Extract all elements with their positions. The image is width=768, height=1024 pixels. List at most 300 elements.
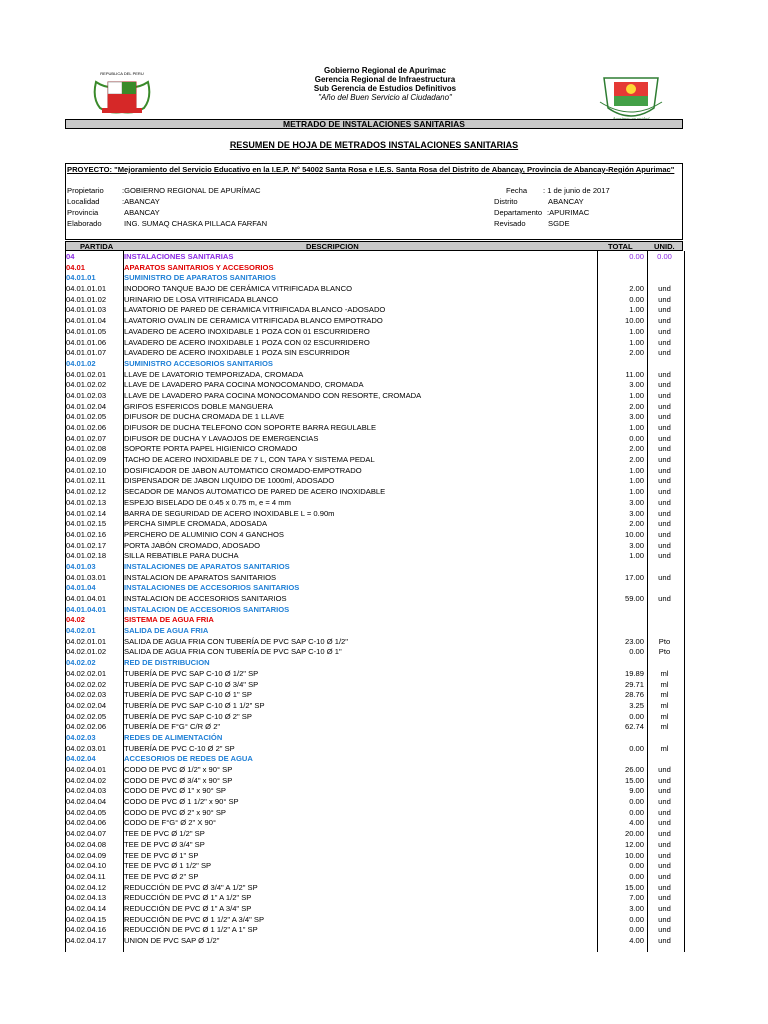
row-code: 04.02.04 bbox=[66, 754, 96, 764]
table-row bbox=[65, 359, 683, 370]
row-total: 0.00 bbox=[629, 252, 644, 261]
row-description: ESPEJO BISELADO DE 0.45 x 0.75 m, e = 4 mm bbox=[124, 497, 291, 507]
row-unit: und bbox=[658, 401, 671, 411]
row-total: 3.00 bbox=[629, 497, 644, 507]
table-row bbox=[65, 305, 683, 316]
row-total: 9.00 bbox=[629, 786, 644, 796]
table-row bbox=[65, 904, 683, 915]
row-code: 04.01.03.01 bbox=[66, 572, 107, 582]
row-code: 04.01.01 bbox=[66, 273, 96, 283]
row-total: 3.00 bbox=[629, 412, 644, 422]
row-unit: ml bbox=[660, 668, 669, 678]
departamento-value: :APURIMAC bbox=[547, 208, 590, 217]
table-row bbox=[65, 861, 683, 872]
row-description: SALIDA DE AGUA FRIA bbox=[124, 626, 209, 636]
table-row bbox=[65, 883, 683, 894]
row-description: URINARIO DE LOSA VITRIFICADA BLANCO bbox=[124, 294, 279, 304]
row-description: TEE DE PVC Ø 1" SP bbox=[124, 850, 199, 860]
row-code: 04.01.02.03 bbox=[66, 390, 107, 400]
table-row bbox=[65, 936, 683, 947]
row-unit: und bbox=[658, 882, 671, 892]
row-code: 04.01.04.01 bbox=[66, 604, 107, 614]
row-unit: und bbox=[658, 476, 671, 486]
row-code: 04.02.01.02 bbox=[66, 647, 107, 657]
row-unit: und bbox=[658, 765, 671, 774]
row-description: TUBERÍA DE PVC SAP C-10 Ø 1 1/2" SP bbox=[124, 700, 265, 710]
table-row bbox=[65, 701, 683, 712]
row-description: INSTALACIONES DE ACCESORIOS SANITARIOS bbox=[124, 583, 300, 593]
row-description: SOPORTE PORTA PAPEL HIGIENICO CROMADO bbox=[124, 444, 298, 454]
header-line-3: Sub Gerencia de Estudios Definitivos bbox=[313, 84, 457, 93]
row-code: 04.01.02.14 bbox=[66, 508, 107, 518]
row-unit: und bbox=[658, 369, 671, 379]
row-total: 2.00 bbox=[629, 348, 644, 358]
row-unit: und bbox=[658, 797, 671, 807]
apurimac-regional-logo bbox=[596, 72, 666, 124]
row-code: 04.02.02.04 bbox=[66, 700, 107, 710]
table-row bbox=[65, 712, 683, 723]
table-row bbox=[65, 476, 683, 487]
row-code: 04.02.04.15 bbox=[66, 914, 107, 924]
row-code: 04.02.03.01 bbox=[66, 743, 107, 753]
row-total: 3.00 bbox=[629, 540, 644, 550]
row-code: 04.02.04.12 bbox=[66, 882, 107, 892]
table-row bbox=[65, 722, 683, 733]
row-total: 1.00 bbox=[629, 326, 644, 336]
row-code: 04.02.02 bbox=[66, 658, 96, 668]
table-row bbox=[65, 412, 683, 423]
row-description: LAVADERO DE ACERO INOXIDABLE 1 POZA SIN ESCURRIDOR bbox=[124, 348, 350, 358]
table-row bbox=[65, 370, 683, 381]
row-code: 04.02.04.04 bbox=[66, 797, 107, 807]
table-row bbox=[65, 541, 683, 552]
row-description: UNION DE PVC SAP Ø 1/2" bbox=[124, 936, 220, 945]
table-row bbox=[65, 829, 683, 840]
row-total: 0.00 bbox=[629, 871, 644, 881]
row-total: 4.00 bbox=[629, 818, 644, 828]
row-description: LAVADERO DE ACERO INOXIDABLE 1 POZA CON 01 ESCURRIDERO bbox=[124, 326, 370, 336]
row-unit: und bbox=[658, 326, 671, 336]
row-description: TEE DE PVC Ø 2" SP bbox=[124, 871, 199, 881]
row-description: SECADOR DE MANOS AUTOMATICO DE PARED DE ACERO INOXIDABLE bbox=[124, 487, 386, 497]
row-unit: ml bbox=[660, 711, 669, 721]
table-row bbox=[65, 498, 683, 509]
fecha-label: Fecha bbox=[506, 186, 528, 195]
departamento-label: Departamento bbox=[494, 208, 543, 217]
row-description: TACHO DE ACERO INOXIDABLE DE 7 L, CON TAPA Y SISTEMA PEDAL bbox=[124, 455, 375, 465]
table-row bbox=[65, 637, 683, 648]
row-unit: und bbox=[658, 540, 671, 550]
row-code: 04.02.01 bbox=[66, 626, 96, 636]
row-description: SUMINISTRO ACCESORIOS SANITARIOS bbox=[124, 358, 273, 368]
table-row bbox=[65, 316, 683, 327]
row-description: TEE DE PVC Ø 1 1/2" SP bbox=[124, 861, 212, 871]
row-code: 04.01.02.06 bbox=[66, 423, 107, 432]
table-row bbox=[65, 690, 683, 701]
row-code: 04.02.04.09 bbox=[66, 850, 107, 860]
row-code: 04.01.02.02 bbox=[66, 380, 107, 390]
row-code: 04.02.04.11 bbox=[66, 871, 106, 881]
table-row bbox=[65, 583, 683, 594]
row-unit: und bbox=[658, 519, 671, 529]
row-description: DISPENSADOR DE JABON LIQUIDO DE 1000ml, ADOSADO bbox=[124, 476, 335, 486]
row-unit: ml bbox=[660, 700, 669, 710]
row-code: 04.01.02.18 bbox=[66, 551, 107, 561]
row-description: SALIDA DE AGUA FRIA CON TUBERÍA DE PVC SAP C-10 Ø 1" bbox=[124, 647, 342, 657]
row-code: 04.01.04.01 bbox=[66, 594, 107, 603]
row-code: 04.02.04.06 bbox=[66, 818, 107, 828]
row-description: SUMINISTRO DE APARATOS SANITARIOS bbox=[124, 273, 276, 283]
row-unit: und bbox=[658, 829, 671, 839]
row-unit: und bbox=[658, 914, 671, 924]
table-row bbox=[65, 915, 683, 926]
row-code: 04.02.03 bbox=[66, 732, 96, 742]
row-total: 3.00 bbox=[629, 508, 644, 518]
row-description: ACCESORIOS DE REDES DE AGUA bbox=[124, 754, 253, 764]
row-total: 1.00 bbox=[629, 465, 644, 475]
row-total: 1.00 bbox=[629, 390, 644, 400]
row-total: 0.00 bbox=[629, 861, 644, 871]
row-code: 04.02.04.13 bbox=[66, 893, 107, 903]
row-description: TUBERÍA DE PVC SAP C-10 Ø 2" SP bbox=[124, 711, 252, 721]
table-row bbox=[65, 658, 683, 669]
provincia-label: Provincia bbox=[67, 208, 99, 217]
row-description: INODORO TANQUE BAJO DE CERÁMICA VITRIFICADA BLANCO bbox=[124, 284, 352, 294]
row-unit: Pto bbox=[658, 647, 671, 657]
table-row bbox=[65, 808, 683, 819]
row-description: CODO DE PVC Ø 1 1/2" x 90° SP bbox=[124, 797, 239, 807]
row-unit: Pto bbox=[658, 636, 671, 646]
row-total: 15.00 bbox=[624, 775, 644, 785]
elaborado-value: ING. SUMAQ CHASKA PILLACA FARFAN bbox=[124, 219, 268, 228]
row-unit: und bbox=[658, 775, 671, 785]
table-row bbox=[65, 765, 683, 776]
table-row bbox=[65, 391, 683, 402]
table-row bbox=[65, 776, 683, 787]
row-code: 04.01.01.06 bbox=[66, 337, 107, 347]
row-description: SILLA REBATIBLE PARA DUCHA bbox=[124, 551, 239, 561]
row-description: INSTALACION DE ACCESORIOS SANITARIOS bbox=[124, 604, 290, 614]
table-row bbox=[65, 327, 683, 338]
localidad-value: :ABANCAY bbox=[122, 197, 160, 206]
row-total: 0.00 bbox=[629, 711, 644, 721]
table-row bbox=[65, 669, 683, 680]
row-code: 04.02 bbox=[66, 615, 86, 625]
row-description: INSTALACIONES DE APARATOS SANITARIOS bbox=[124, 561, 290, 571]
table-row bbox=[65, 797, 683, 808]
row-total: 17.00 bbox=[624, 572, 644, 582]
table-body bbox=[65, 252, 683, 947]
row-code: 04.01.02.12 bbox=[66, 487, 107, 497]
row-description: PERCHERO DE ALUMINIO CON 4 GANCHOS bbox=[124, 529, 284, 539]
row-code: 04.02.04.02 bbox=[66, 775, 107, 785]
table-row bbox=[65, 423, 683, 434]
row-unit: und bbox=[658, 807, 671, 817]
row-description: CODO DE PVC Ø 1/2" x 90° SP bbox=[124, 765, 233, 774]
row-description: LLAVE DE LAVADERO PARA COCINA MONOCOMANDO, CROMADA bbox=[124, 380, 364, 390]
row-total: 3.00 bbox=[629, 903, 644, 913]
row-description: PORTA JABÓN CROMADO, ADOSADO bbox=[124, 540, 261, 550]
row-unit: und bbox=[658, 529, 671, 539]
row-total: 2.00 bbox=[629, 455, 644, 465]
row-unit: und bbox=[658, 936, 671, 945]
row-total: 0.00 bbox=[629, 743, 644, 753]
row-total: 1.00 bbox=[629, 551, 644, 561]
provincia-value: ABANCAY bbox=[124, 208, 160, 217]
elaborado-label: Elaborado bbox=[67, 219, 102, 228]
row-unit: und bbox=[658, 871, 671, 881]
row-total: 1.00 bbox=[629, 423, 644, 432]
row-code: 04.01.01.04 bbox=[66, 316, 107, 326]
row-total: 0.00 bbox=[629, 807, 644, 817]
table-row bbox=[65, 647, 683, 658]
table-row bbox=[65, 530, 683, 541]
row-total: 10.00 bbox=[624, 316, 644, 326]
row-description: LAVADERO DE ACERO INOXIDABLE 1 POZA CON 02 ESCURRIDERO bbox=[124, 337, 370, 347]
row-code: 04.01.02.16 bbox=[66, 529, 107, 539]
row-description: LAVATORIO OVALIN DE CERAMICA VITRIFICADA BLANCO EMPOTRADO bbox=[124, 316, 383, 326]
row-code: 04.02.04.17 bbox=[66, 936, 107, 945]
revisado-value: SGDE bbox=[548, 219, 570, 228]
row-description: SALIDA DE AGUA FRIA CON TUBERÍA DE PVC SAP C-10 Ø 1/2" bbox=[124, 636, 348, 646]
row-total: 3.00 bbox=[629, 380, 644, 390]
row-description: INSTALACION DE APARATOS SANITARIOS bbox=[124, 572, 277, 582]
row-unit: und bbox=[658, 818, 671, 828]
row-code: 04.01.02.07 bbox=[66, 433, 107, 443]
row-total: 7.00 bbox=[629, 893, 644, 903]
row-description: INSTALACION DE ACCESORIOS SANITARIOS bbox=[124, 594, 287, 603]
row-unit: und bbox=[658, 284, 671, 294]
row-code: 04 bbox=[66, 252, 75, 261]
row-unit: und bbox=[658, 305, 671, 315]
distrito-value: ABANCAY bbox=[548, 197, 584, 206]
row-description: LLAVE DE LAVATORIO TEMPORIZADA, CROMADA bbox=[124, 369, 304, 379]
row-description: TUBERÍA DE PVC SAP C-10 Ø 1/2" SP bbox=[124, 668, 259, 678]
fecha-value: : 1 de junio de 2017 bbox=[543, 186, 610, 195]
table-row bbox=[65, 509, 683, 520]
row-description: REDUCCIÓN DE PVC Ø 1" A 1/2" SP bbox=[124, 893, 252, 903]
table-header bbox=[65, 241, 683, 251]
row-unit: und bbox=[658, 337, 671, 347]
row-unit: und bbox=[658, 786, 671, 796]
row-description: TUBERÍA DE F°G° C/R Ø 2" bbox=[124, 722, 221, 732]
row-total: 62.74 bbox=[624, 722, 644, 732]
row-total: 4.00 bbox=[629, 936, 644, 945]
row-total: 3.25 bbox=[629, 700, 644, 710]
row-total: 1.00 bbox=[629, 476, 644, 486]
row-unit: und bbox=[658, 316, 671, 326]
header-motto: "Año del Buen Servicio al Ciudadano" bbox=[318, 93, 452, 102]
table-row bbox=[65, 519, 683, 530]
row-code: 04.02.02.01 bbox=[66, 668, 107, 678]
row-unit: und bbox=[658, 380, 671, 390]
row-total: 1.00 bbox=[629, 337, 644, 347]
row-code: 04.01.02.09 bbox=[66, 455, 107, 465]
row-description: REDUCCIÓN DE PVC Ø 3/4" A 1/2" SP bbox=[124, 882, 258, 892]
row-code: 04.02.04.14 bbox=[66, 903, 107, 913]
row-code: 04.01.02.17 bbox=[66, 540, 107, 550]
revisado-label: Revisado bbox=[494, 219, 526, 228]
row-code: 04.01.03 bbox=[66, 561, 96, 571]
row-unit: und bbox=[658, 444, 671, 454]
institution-header bbox=[260, 66, 510, 102]
row-description: CODO DE PVC Ø 1" x 90° SP bbox=[124, 786, 226, 796]
col-descripcion: DESCRIPCION bbox=[306, 242, 359, 251]
row-unit: und bbox=[658, 412, 671, 422]
row-code: 04.02.02.06 bbox=[66, 722, 107, 732]
row-total: 2.00 bbox=[629, 519, 644, 529]
row-code: 04.01.02.04 bbox=[66, 401, 107, 411]
row-total: 11.00 bbox=[625, 369, 644, 379]
row-unit: und bbox=[658, 508, 671, 518]
project-title: PROYECTO: "Mejoramiento del Servicio Educativo en la I.E.P. N° 54002 Santa Rosa e I.E.S. Santa Rosa del Distrito de Abancay, Provincia de Abancay-Región Apurimac" bbox=[67, 165, 675, 174]
row-description: CODO DE PVC Ø 3/4" x 90° SP bbox=[124, 775, 233, 785]
row-description: TUBERÍA DE PVC SAP C-10 Ø 1" SP bbox=[124, 690, 252, 700]
table-row bbox=[65, 573, 683, 584]
row-unit: und bbox=[658, 861, 671, 871]
row-description: BARRA DE SEGURIDAD DE ACERO INOXIDABLE L = 0.90m bbox=[124, 508, 335, 518]
table-row bbox=[65, 444, 683, 455]
row-unit: 0.00 bbox=[657, 252, 672, 261]
row-unit: und bbox=[658, 294, 671, 304]
row-description: TEE DE PVC Ø 3/4" SP bbox=[124, 839, 205, 849]
row-total: 2.00 bbox=[629, 401, 644, 411]
row-unit: und bbox=[658, 551, 671, 561]
row-code: 04.01.02.11 bbox=[66, 476, 106, 486]
table-row bbox=[65, 605, 683, 616]
row-total: 0.00 bbox=[629, 925, 644, 935]
row-total: 0.00 bbox=[629, 433, 644, 443]
row-description: DIFUSOR DE DUCHA TELEFONO CON SOPORTE BARRA REGULABLE bbox=[124, 423, 377, 432]
row-code: 04.02.04.01 bbox=[66, 765, 107, 774]
svg-text:REPUBLICA DEL PERU: REPUBLICA DEL PERU bbox=[100, 71, 144, 76]
row-unit: und bbox=[658, 903, 671, 913]
col-total: TOTAL bbox=[608, 242, 633, 251]
localidad-label: Localidad bbox=[67, 197, 100, 206]
row-total: 12.00 bbox=[624, 839, 644, 849]
row-total: 20.00 bbox=[624, 829, 644, 839]
row-code: 04.01 bbox=[66, 262, 86, 272]
row-code: 04.02.04.07 bbox=[66, 829, 107, 839]
header-line-1: Gobierno Regional de Apurimac bbox=[324, 66, 446, 75]
row-total: 26.00 bbox=[624, 765, 644, 774]
row-description: TEE DE PVC Ø 1/2" SP bbox=[124, 829, 205, 839]
table-row bbox=[65, 786, 683, 797]
col-unid: UNID. bbox=[654, 242, 675, 251]
table-row bbox=[65, 252, 683, 263]
row-description: DIFUSOR DE DUCHA CROMADA DE 1 LLAVE bbox=[124, 412, 285, 422]
table-row bbox=[65, 263, 683, 274]
row-description: TUBERÍA DE PVC C-10 Ø 2" SP bbox=[124, 743, 235, 753]
row-code: 04.02.04.16 bbox=[66, 925, 107, 935]
row-code: 04.02.04.08 bbox=[66, 839, 107, 849]
row-unit: und bbox=[658, 433, 671, 443]
row-total: 28.76 bbox=[624, 690, 644, 700]
row-description: APARATOS SANITARIOS Y ACCESORIOS bbox=[124, 262, 274, 272]
table-row bbox=[65, 562, 683, 573]
row-unit: und bbox=[658, 487, 671, 497]
row-unit: und bbox=[658, 594, 671, 603]
row-unit: und bbox=[658, 572, 671, 582]
row-unit: ml bbox=[660, 722, 669, 732]
row-total: 2.00 bbox=[629, 444, 644, 454]
row-code: 04.02.04.03 bbox=[66, 786, 107, 796]
row-code: 04.02.04.05 bbox=[66, 807, 107, 817]
table-row bbox=[65, 273, 683, 284]
row-description: REDUCCIÓN DE PVC Ø 1" A 3/4" SP bbox=[124, 903, 252, 913]
row-description: CODO DE PVC Ø 2" x 90° SP bbox=[124, 807, 226, 817]
row-description: REDES DE ALIMENTACIÓN bbox=[124, 732, 223, 742]
row-total: 0.00 bbox=[629, 797, 644, 807]
row-description: DIFUSOR DE DUCHA Y LAVAOJOS DE EMERGENCIAS bbox=[124, 433, 319, 443]
table-row bbox=[65, 295, 683, 306]
table-row bbox=[65, 893, 683, 904]
table-row bbox=[65, 380, 683, 391]
row-description: PERCHA SIMPLE CROMADA, ADOSADA bbox=[124, 519, 268, 529]
row-code: 04.01.02.01 bbox=[66, 369, 107, 379]
row-unit: und bbox=[658, 423, 671, 432]
row-code: 04.01.01.05 bbox=[66, 326, 107, 336]
distrito-label: Distrito bbox=[494, 197, 518, 206]
table-row bbox=[65, 840, 683, 851]
row-unit: und bbox=[658, 925, 671, 935]
table-row bbox=[65, 338, 683, 349]
row-description: CODO DE F°G° Ø 2" X 90° bbox=[124, 818, 216, 828]
table-row bbox=[65, 402, 683, 413]
row-description: SISTEMA DE AGUA FRIA bbox=[124, 615, 214, 625]
row-code: 04.01.04 bbox=[66, 583, 96, 593]
table-row bbox=[65, 626, 683, 637]
row-description: INSTALACIONES SANITARIAS bbox=[124, 252, 234, 261]
row-total: 0.00 bbox=[629, 294, 644, 304]
row-code: 04.02.04.10 bbox=[66, 861, 107, 871]
row-total: 10.00 bbox=[624, 850, 644, 860]
row-total: 1.00 bbox=[629, 305, 644, 315]
row-description: RED DE DISTRIBUCION bbox=[124, 658, 210, 668]
table-row bbox=[65, 925, 683, 936]
row-unit: und bbox=[658, 465, 671, 475]
row-unit: und bbox=[658, 893, 671, 903]
row-code: 04.01.01.02 bbox=[66, 294, 107, 304]
row-description: LAVATORIO DE PARED DE CERAMICA VITRIFICADA BLANCO -ADOSADO bbox=[124, 305, 386, 315]
row-total: 2.00 bbox=[629, 284, 644, 294]
table-row bbox=[65, 754, 683, 765]
table-row bbox=[65, 818, 683, 829]
row-description: DOSIFICADOR DE JABON AUTOMATICO CROMADO-EMPOTRADO bbox=[124, 465, 362, 475]
row-code: 04.02.02.05 bbox=[66, 711, 107, 721]
row-code: 04.01.02.15 bbox=[66, 519, 107, 529]
section-title-bar: METRADO DE INSTALACIONES SANITARIAS bbox=[65, 119, 683, 129]
row-total: 23.00 bbox=[624, 636, 644, 646]
row-total: 59.00 bbox=[624, 594, 644, 603]
row-code: 04.02.02.03 bbox=[66, 690, 107, 700]
table-row bbox=[65, 733, 683, 744]
row-description: REDUCCIÓN DE PVC Ø 1 1/2" A 3/4" SP bbox=[124, 914, 265, 924]
col-partida: PARTIDA bbox=[80, 242, 114, 251]
row-code: 04.01.02.05 bbox=[66, 412, 107, 422]
propietario-value: :GOBIERNO REGIONAL DE APURÍMAC bbox=[122, 186, 261, 195]
row-total: 15.00 bbox=[624, 882, 644, 892]
row-description: REDUCCIÓN DE PVC Ø 1 1/2" A 1" SP bbox=[124, 925, 258, 935]
row-total: 29.71 bbox=[624, 679, 644, 689]
table-row bbox=[65, 744, 683, 755]
row-total: 1.00 bbox=[629, 487, 644, 497]
row-description: GRIFOS ESFERICOS DOBLE MANGUERA bbox=[124, 401, 273, 411]
table-row bbox=[65, 594, 683, 605]
row-unit: und bbox=[658, 497, 671, 507]
header-line-2: Gerencia Regional de Infraestructura bbox=[314, 75, 456, 84]
project-info-box bbox=[65, 163, 683, 240]
